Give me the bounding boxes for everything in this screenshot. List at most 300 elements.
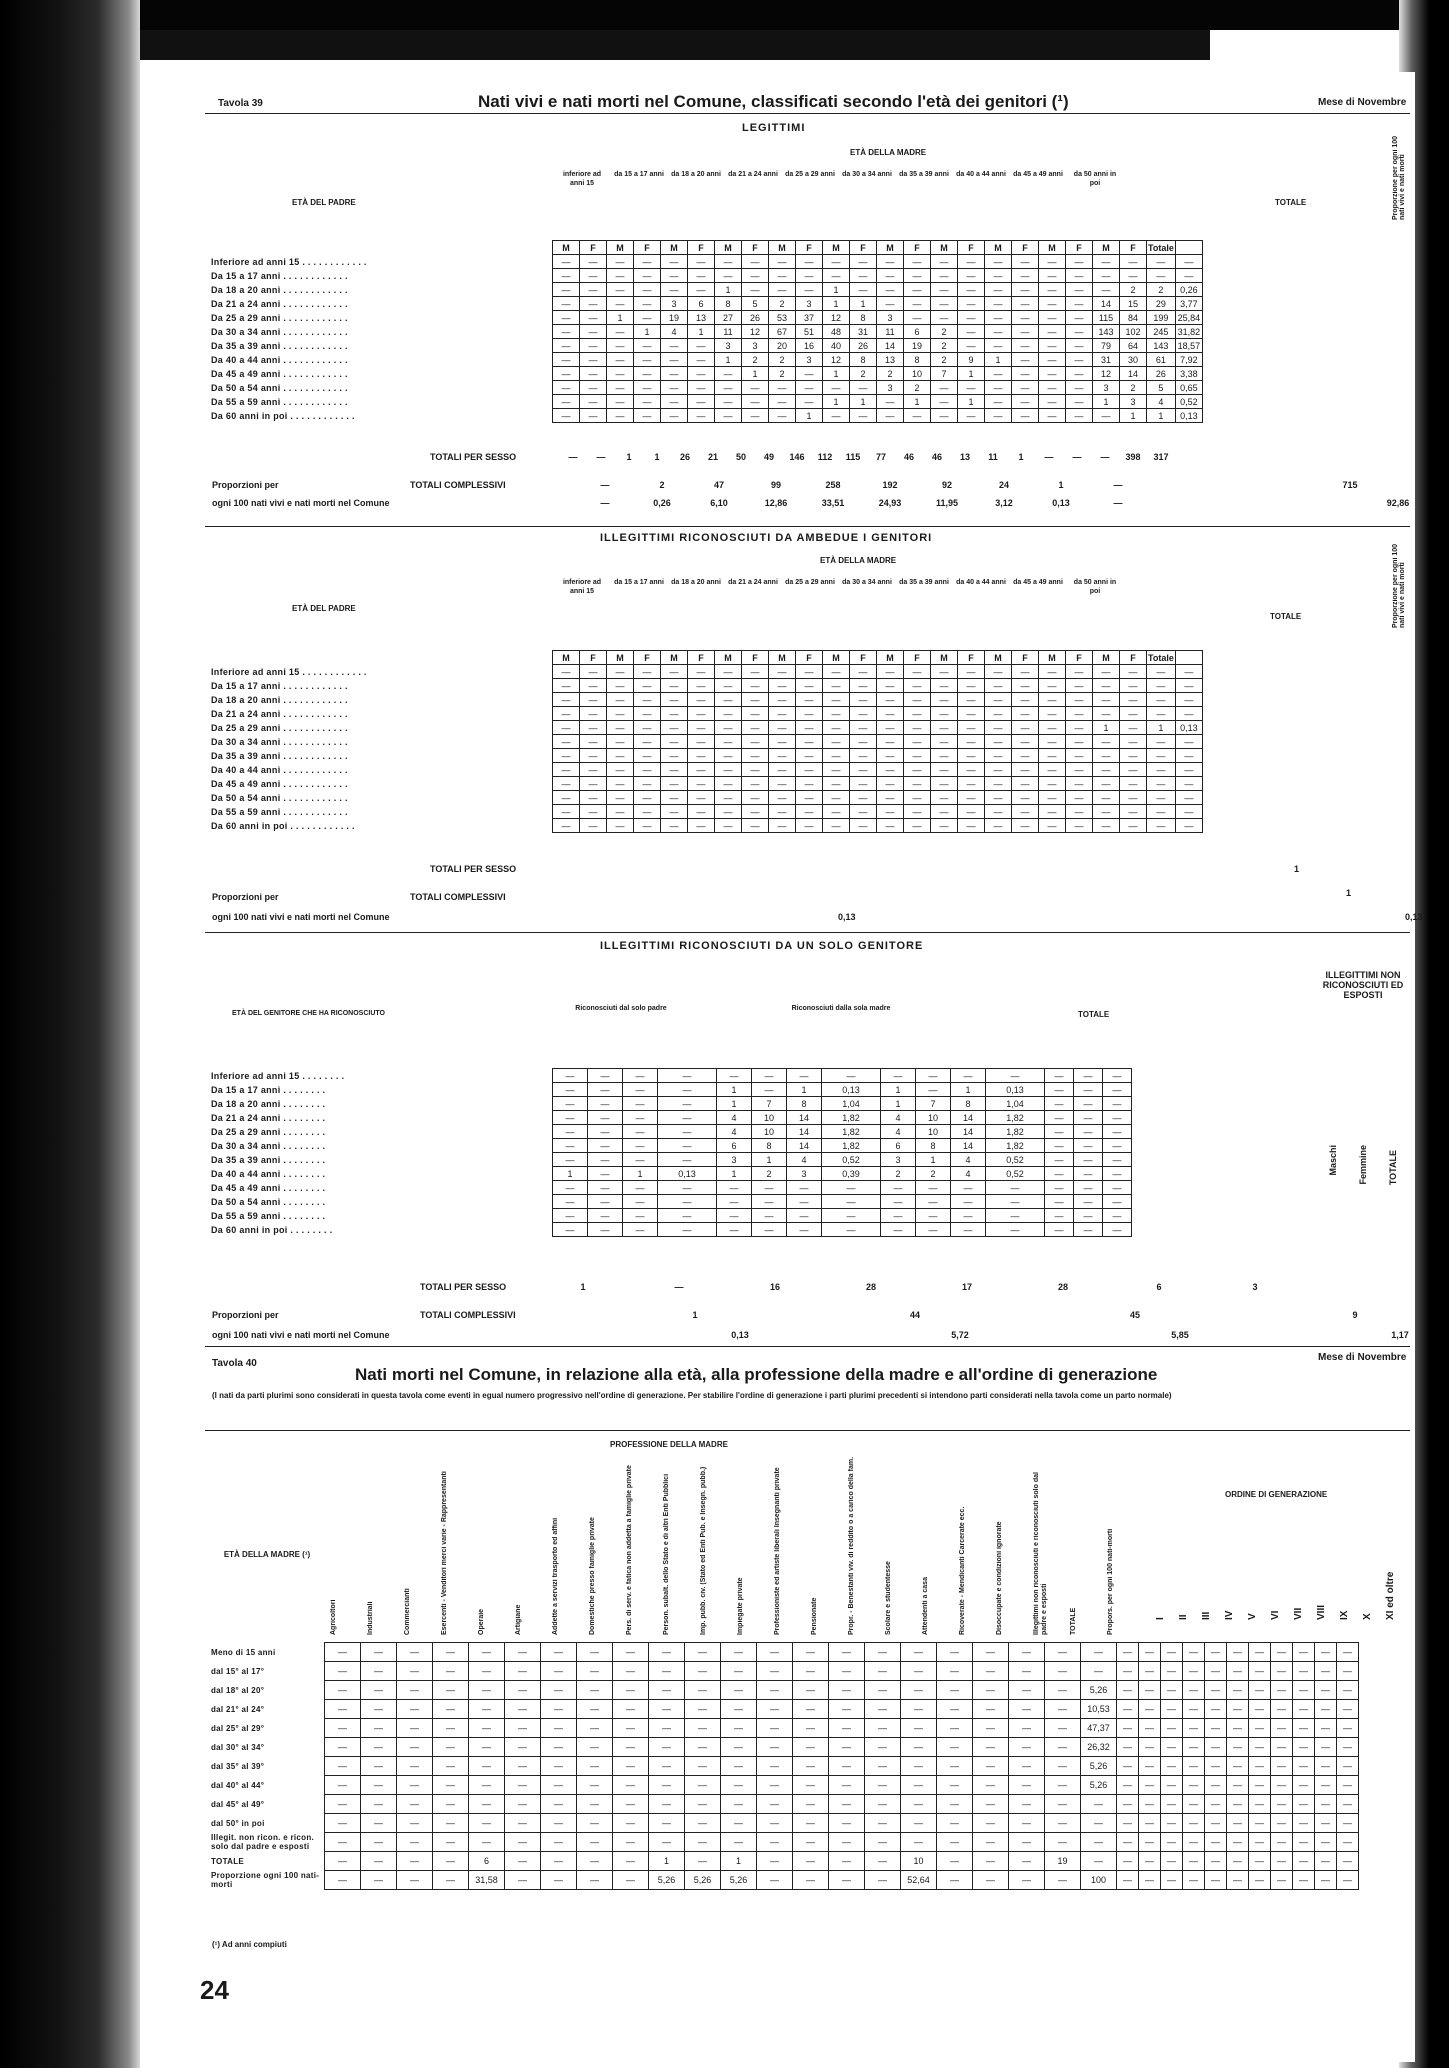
- table-cell: —: [877, 763, 904, 777]
- table-cell: —: [658, 1083, 717, 1097]
- table-cell: 11: [877, 325, 904, 339]
- table-cell: —: [1161, 1757, 1183, 1776]
- table-cell: 20: [769, 339, 796, 353]
- table-cell: —: [634, 721, 661, 735]
- prop-value: 0,13: [731, 1330, 749, 1340]
- mf-header: M: [877, 241, 904, 255]
- table-cell: 1,82: [822, 1125, 881, 1139]
- table-cell: —: [688, 735, 715, 749]
- table-cell: —: [397, 1795, 433, 1814]
- table-cell: —: [469, 1700, 505, 1719]
- table-cell: —: [937, 1757, 973, 1776]
- table-row: [210, 1776, 1359, 1795]
- table-cell: —: [1315, 1795, 1337, 1814]
- table-cell: —: [985, 339, 1012, 353]
- table-cell: —: [541, 1643, 577, 1662]
- table-cell: —: [661, 749, 688, 763]
- table-cell: —: [796, 707, 823, 721]
- table-cell: —: [850, 721, 877, 735]
- table-cell: —: [607, 283, 634, 297]
- table-cell: 1: [796, 409, 823, 423]
- table-cell: —: [397, 1662, 433, 1681]
- mf-header: F: [1012, 241, 1039, 255]
- table-cell: —: [829, 1776, 865, 1795]
- table-cell: —: [715, 749, 742, 763]
- table-cell: —: [958, 805, 985, 819]
- table-cell: —: [1066, 749, 1093, 763]
- table-cell: —: [769, 777, 796, 791]
- tot-sesso-value: —: [674, 1282, 684, 1292]
- table-cell: —: [1117, 1700, 1139, 1719]
- table-cell: —: [685, 1833, 721, 1852]
- table-cell: —: [661, 805, 688, 819]
- table-cell: —: [661, 381, 688, 395]
- table-cell: —: [823, 693, 850, 707]
- tot-sesso-value: 28: [865, 1282, 876, 1292]
- table-cell: —: [931, 777, 958, 791]
- table-cell: —: [1337, 1871, 1359, 1890]
- table-cell: —: [607, 339, 634, 353]
- table-cell: —: [877, 409, 904, 423]
- mf-header: M: [553, 241, 580, 255]
- row-label: Da 45 a 49 anni . . . . . . . . . . . .: [211, 368, 348, 379]
- table-cell: —: [796, 283, 823, 297]
- table-cell: —: [1039, 805, 1066, 819]
- mf-header: F: [904, 241, 931, 255]
- table-cell: —: [553, 791, 580, 805]
- tot-compl-value: 2: [659, 480, 665, 490]
- row-label: dal 40° al 44°: [211, 1780, 265, 1790]
- row-label: dal 25° al 29°: [211, 1723, 265, 1733]
- prop-value: 24,93: [878, 498, 902, 508]
- table-cell: —: [973, 1776, 1009, 1795]
- prop-value: 0,26: [653, 498, 671, 508]
- profession-column-header: Agricoltori: [330, 1599, 337, 1635]
- table-cell: —: [937, 1643, 973, 1662]
- table-cell: —: [721, 1814, 757, 1833]
- table-cell: —: [1139, 1643, 1161, 1662]
- table-cell: —: [580, 297, 607, 311]
- table-row: [210, 283, 1202, 297]
- table-cell: —: [1012, 283, 1039, 297]
- table-cell: —: [715, 777, 742, 791]
- table-row: [210, 1209, 1132, 1223]
- table-cell: —: [1066, 395, 1093, 409]
- table-cell: —: [793, 1776, 829, 1795]
- table-cell: —: [634, 693, 661, 707]
- row-label: Da 50 a 54 anni . . . . . . . . . . . .: [211, 382, 348, 393]
- table-cell: —: [1139, 1795, 1161, 1814]
- table-cell: 16: [796, 339, 823, 353]
- table-cell: —: [901, 1681, 937, 1700]
- age-col-header: da 15 a 17 anni: [614, 171, 664, 178]
- table-cell: —: [658, 1125, 717, 1139]
- table-cell: —: [1139, 1681, 1161, 1700]
- table-cell: —: [613, 1681, 649, 1700]
- mf-header: F: [688, 241, 715, 255]
- table-cell: —: [577, 1776, 613, 1795]
- ill-prop: 0,13: [838, 912, 856, 922]
- table-cell: —: [721, 1738, 757, 1757]
- table-cell: —: [1161, 1643, 1183, 1662]
- table-cell: —: [433, 1795, 469, 1814]
- table-cell: —: [553, 1139, 588, 1153]
- table-cell: —: [1120, 679, 1147, 693]
- table-cell: 10: [752, 1111, 787, 1125]
- mf-header: F: [1120, 241, 1147, 255]
- table-cell: —: [715, 693, 742, 707]
- table-cell: —: [1012, 679, 1039, 693]
- table-cell: —: [1039, 791, 1066, 805]
- table-row: [210, 1069, 1132, 1083]
- table-cell: —: [769, 735, 796, 749]
- profession-column-header: Industriali: [367, 1601, 374, 1635]
- page-title: Nati vivi e nati morti nel Comune, classificati secondo l'età dei genitori (¹): [478, 92, 1069, 111]
- age-col-header: da 30 a 34 anni: [842, 579, 892, 586]
- table-cell: —: [1183, 1852, 1205, 1871]
- table-cell: —: [577, 1719, 613, 1738]
- mf-header: M: [715, 651, 742, 665]
- table-cell: —: [829, 1662, 865, 1681]
- tot-sesso-value: 112: [817, 452, 833, 462]
- table-cell: —: [553, 1125, 588, 1139]
- mf-header: M: [661, 651, 688, 665]
- mf-header: M: [1093, 241, 1120, 255]
- table-cell: 3: [881, 1153, 916, 1167]
- row-label: Da 60 anni in poi . . . . . . . . . . . .: [211, 820, 355, 831]
- table-cell: —: [1139, 1852, 1161, 1871]
- tot-sesso-value: —: [1044, 452, 1054, 462]
- mf-header: M: [931, 651, 958, 665]
- table-cell: —: [752, 1223, 787, 1237]
- table-cell: —: [1117, 1871, 1139, 1890]
- table-row: [210, 777, 1202, 791]
- table-cell: —: [1161, 1776, 1183, 1795]
- table-cell: —: [1066, 255, 1093, 269]
- table-cell: —: [973, 1700, 1009, 1719]
- table-cell: —: [1120, 763, 1147, 777]
- table-cell: 4: [881, 1111, 916, 1125]
- table-cell: —: [361, 1871, 397, 1890]
- table-cell: —: [1012, 707, 1039, 721]
- prop-value: —: [1113, 498, 1123, 508]
- table-cell: —: [469, 1738, 505, 1757]
- table-row: [210, 693, 1202, 707]
- table-cell: 19: [1045, 1852, 1081, 1871]
- table-cell: —: [1271, 1795, 1293, 1814]
- table-cell: —: [607, 679, 634, 693]
- table-cell: —: [1103, 1111, 1132, 1125]
- table-cell: —: [1012, 693, 1039, 707]
- profession-column-header: Disoccupate e condizioni ignorate: [996, 1521, 1003, 1635]
- table-cell: —: [1293, 1681, 1315, 1700]
- table-cell: —: [634, 283, 661, 297]
- table-cell: —: [850, 693, 877, 707]
- table-cell: —: [881, 1209, 916, 1223]
- age-col-header: da 50 anni in poi: [1073, 171, 1117, 187]
- table-cell: —: [325, 1871, 361, 1890]
- table-cell: —: [1045, 1223, 1074, 1237]
- table-cell: —: [829, 1871, 865, 1890]
- table-cell: 1: [1147, 721, 1176, 735]
- table-cell: —: [937, 1795, 973, 1814]
- table-cell: 10: [904, 367, 931, 381]
- table-cell: —: [1045, 1681, 1081, 1700]
- table-cell: —: [793, 1795, 829, 1814]
- prop-value: 0,13: [1052, 498, 1070, 508]
- table-cell: —: [661, 353, 688, 367]
- table-cell: —: [580, 693, 607, 707]
- table-cell: —: [1139, 1833, 1161, 1852]
- table-cell: —: [985, 255, 1012, 269]
- table-cell: —: [951, 1195, 986, 1209]
- table-cell: —: [829, 1719, 865, 1738]
- table-cell: —: [580, 395, 607, 409]
- table-cell: —: [1227, 1700, 1249, 1719]
- row-label: dal 50° in poi: [211, 1818, 265, 1828]
- table-cell: —: [361, 1852, 397, 1871]
- table-cell: —: [1117, 1852, 1139, 1871]
- table-cell: —: [553, 353, 580, 367]
- table-cell: —: [553, 395, 580, 409]
- section-rule-3: [205, 932, 1410, 933]
- table-cell: —: [757, 1833, 793, 1852]
- table-cell: —: [607, 721, 634, 735]
- table-cell: —: [613, 1852, 649, 1871]
- table-cell: —: [1147, 819, 1176, 833]
- table-cell: —: [1093, 269, 1120, 283]
- table-cell: —: [325, 1719, 361, 1738]
- table-cell: —: [580, 805, 607, 819]
- table-cell: —: [661, 339, 688, 353]
- table-cell: —: [325, 1738, 361, 1757]
- table-cell: —: [958, 325, 985, 339]
- mf-header: M: [769, 651, 796, 665]
- table-cell: —: [1205, 1662, 1227, 1681]
- order-column-header: X: [1362, 1613, 1373, 1620]
- table-cell: —: [1120, 749, 1147, 763]
- table-cell: —: [1315, 1643, 1337, 1662]
- table-row: [210, 297, 1202, 311]
- table-cell: —: [985, 283, 1012, 297]
- table-cell: —: [361, 1719, 397, 1738]
- table-cell: —: [649, 1643, 685, 1662]
- table-cell: —: [1120, 819, 1147, 833]
- table-cell: 1: [715, 283, 742, 297]
- table-cell: —: [904, 777, 931, 791]
- mf-header: Totale: [1148, 652, 1174, 663]
- table-cell: —: [721, 1643, 757, 1662]
- mf-header: [1175, 651, 1202, 665]
- table-cell: —: [1183, 1662, 1205, 1681]
- table-cell: —: [769, 707, 796, 721]
- table-cell: —: [1120, 777, 1147, 791]
- table-cell: —: [505, 1662, 541, 1681]
- table-row: [210, 269, 1202, 283]
- table-cell: —: [469, 1757, 505, 1776]
- mf-header: M: [1039, 241, 1066, 255]
- table-cell: —: [1093, 819, 1120, 833]
- table-cell: —: [553, 721, 580, 735]
- table-cell: —: [1103, 1209, 1132, 1223]
- profession-column-header: Artigiane: [515, 1604, 522, 1635]
- table-cell: —: [1139, 1662, 1161, 1681]
- table-cell: 8: [951, 1097, 986, 1111]
- table-cell: —: [757, 1643, 793, 1662]
- table-cell: —: [580, 791, 607, 805]
- table-cell: —: [1103, 1139, 1132, 1153]
- table-cell: —: [850, 791, 877, 805]
- illegittimi-uno-table: [210, 1068, 1132, 1237]
- table-cell: —: [1120, 693, 1147, 707]
- table-cell: —: [787, 1195, 822, 1209]
- age-col-header: da 35 a 39 anni: [899, 171, 949, 178]
- profession-column-header: Imp. pubb. civ. (Stato ed Enti Pub. e Insegn. pubb.): [700, 1466, 707, 1635]
- table-cell: —: [1161, 1833, 1183, 1852]
- table-cell: —: [688, 269, 715, 283]
- table40-title: Nati morti nel Comune, in relazione alla età, alla professione della madre e all'ordine di generazione: [355, 1365, 1158, 1384]
- table-cell: —: [901, 1700, 937, 1719]
- table-cell: —: [796, 255, 823, 269]
- table-cell: —: [541, 1719, 577, 1738]
- prop-value: 33,51: [821, 498, 845, 508]
- age-col-header: da 50 anni in poi: [1073, 579, 1117, 595]
- table-cell: —: [823, 269, 850, 283]
- table-cell: —: [1120, 805, 1147, 819]
- table-cell: —: [553, 777, 580, 791]
- table-cell: —: [607, 269, 634, 283]
- table-cell: 1: [717, 1097, 752, 1111]
- table-cell: 1: [1093, 395, 1120, 409]
- table-cell: 27: [715, 311, 742, 325]
- table-cell: —: [796, 693, 823, 707]
- table-cell: —: [865, 1871, 901, 1890]
- table-cell: —: [553, 749, 580, 763]
- table-cell: —: [1205, 1757, 1227, 1776]
- table-cell: —: [1147, 707, 1176, 721]
- table-cell: 3: [1093, 381, 1120, 395]
- table-cell: —: [973, 1795, 1009, 1814]
- table-cell: 3,77: [1175, 297, 1202, 311]
- table-cell: —: [1066, 353, 1093, 367]
- table-cell: —: [685, 1852, 721, 1871]
- table-cell: 3: [1120, 395, 1147, 409]
- table-cell: —: [1039, 339, 1066, 353]
- table-cell: —: [1147, 791, 1176, 805]
- table-cell: —: [823, 381, 850, 395]
- table-cell: 31,82: [1175, 325, 1202, 339]
- table-cell: —: [931, 679, 958, 693]
- table-cell: —: [793, 1852, 829, 1871]
- mf-header: M: [985, 651, 1012, 665]
- table-cell: 31,58: [469, 1871, 505, 1890]
- table-cell: 2: [1147, 283, 1176, 297]
- table-cell: —: [951, 1069, 986, 1083]
- table-cell: —: [1315, 1814, 1337, 1833]
- table-cell: —: [796, 805, 823, 819]
- table-cell: —: [931, 665, 958, 679]
- table-cell: —: [721, 1719, 757, 1738]
- profession-column-header: Person. subalt. dello Stato e di altri Enti Pubblici: [663, 1473, 670, 1635]
- table-cell: —: [1074, 1223, 1103, 1237]
- table-cell: —: [433, 1776, 469, 1795]
- table-label: Tavola 39: [218, 98, 263, 109]
- table-cell: 1: [1147, 409, 1176, 423]
- row-label: Da 45 a 49 anni . . . . . . . . . . . .: [211, 778, 348, 789]
- table-cell: —: [769, 283, 796, 297]
- table-cell: 30: [1120, 353, 1147, 367]
- row-label: Da 40 a 44 anni . . . . . . . .: [211, 1168, 326, 1179]
- table-cell: —: [1175, 665, 1202, 679]
- table-cell: —: [769, 805, 796, 819]
- table-cell: —: [1045, 1083, 1074, 1097]
- table-cell: —: [325, 1795, 361, 1814]
- table-cell: 115: [1093, 311, 1120, 325]
- table-cell: —: [634, 367, 661, 381]
- table-cell: —: [877, 721, 904, 735]
- table-cell: —: [752, 1209, 787, 1223]
- table-cell: —: [1039, 819, 1066, 833]
- table-cell: —: [1066, 297, 1093, 311]
- table-cell: —: [661, 395, 688, 409]
- table-cell: 79: [1093, 339, 1120, 353]
- table-cell: —: [553, 339, 580, 353]
- table-cell: —: [1147, 255, 1176, 269]
- table-cell: —: [877, 395, 904, 409]
- table-cell: —: [1066, 269, 1093, 283]
- table-cell: 8: [752, 1139, 787, 1153]
- table-cell: 1: [553, 1167, 588, 1181]
- table-cell: —: [986, 1209, 1045, 1223]
- table-cell: —: [1139, 1719, 1161, 1738]
- table-cell: —: [1039, 269, 1066, 283]
- table-cell: —: [541, 1738, 577, 1757]
- table-cell: —: [742, 819, 769, 833]
- table-cell: —: [553, 735, 580, 749]
- table-cell: —: [1315, 1833, 1337, 1852]
- tot-sesso-value: —: [568, 452, 578, 462]
- mf-header: [1175, 241, 1202, 255]
- table-cell: —: [1227, 1852, 1249, 1871]
- table-cell: —: [904, 693, 931, 707]
- totale-vert-header: TOTALE: [1388, 1150, 1398, 1186]
- table-cell: 1: [787, 1083, 822, 1097]
- table-cell: —: [649, 1681, 685, 1700]
- table-cell: —: [688, 255, 715, 269]
- table-cell: —: [931, 409, 958, 423]
- table-cell: 14: [877, 339, 904, 353]
- table-cell: 9: [958, 353, 985, 367]
- table-cell: 7: [931, 367, 958, 381]
- table-cell: —: [715, 381, 742, 395]
- table40-label: Tavola 40: [212, 1358, 257, 1369]
- tot-sesso-value: 11: [988, 452, 998, 462]
- table-cell: —: [541, 1776, 577, 1795]
- table-cell: —: [985, 721, 1012, 735]
- table-cell: —: [607, 255, 634, 269]
- table-cell: —: [661, 255, 688, 269]
- table-cell: —: [973, 1757, 1009, 1776]
- table-cell: —: [916, 1083, 951, 1097]
- mf-header: F: [904, 651, 931, 665]
- table-cell: —: [1039, 325, 1066, 339]
- table-cell: —: [823, 665, 850, 679]
- table-cell: —: [634, 819, 661, 833]
- table-cell: —: [1139, 1776, 1161, 1795]
- mf-header: M: [931, 241, 958, 255]
- table-cell: 1,82: [822, 1111, 881, 1125]
- table-cell: —: [433, 1643, 469, 1662]
